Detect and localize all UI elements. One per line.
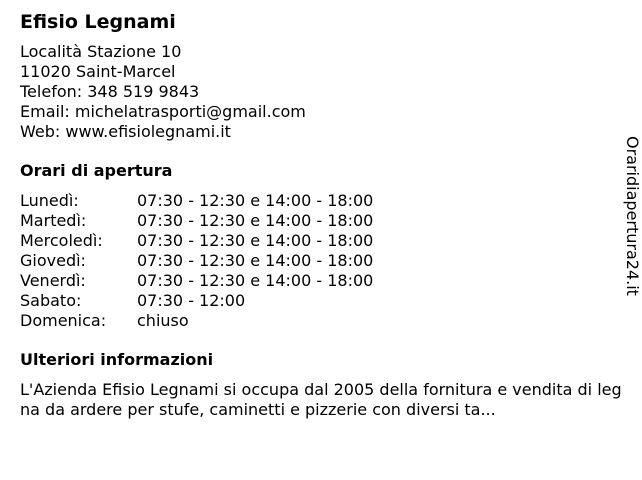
day-label: Venerdì: (20, 271, 86, 290)
day-label: Martedì: (20, 211, 87, 230)
day-label: Sabato: (20, 291, 82, 310)
hours-row-sunday (20, 311, 620, 331)
time-value: 07:30 - 12:30 e 14:00 - 18:00 (137, 211, 374, 230)
time-value: 07:30 - 12:30 e 14:00 - 18:00 (137, 271, 374, 290)
business-description: L'Azienda Efisio Legnami si occupa dal 2005 della fornitura e vendita di legna da ardere per stufe, caminetti e pizzerie con diversi ta... (20, 380, 622, 419)
time-value: 07:30 - 12:00 (137, 291, 246, 310)
website: Web: www.efisiolegnami.it (20, 122, 231, 141)
opening-hours-list (20, 191, 620, 331)
time-value: 07:30 - 12:30 e 14:00 - 18:00 (137, 231, 374, 250)
time-value: 07:30 - 12:30 e 14:00 - 18:00 (137, 251, 374, 270)
hours-row-saturday (20, 291, 620, 311)
business-card (20, 10, 620, 420)
hours-row-wednesday (20, 231, 620, 251)
additional-info-title: Ulteriori informazioni (20, 350, 214, 369)
email-address: Email: michelatrasporti@gmail.com (20, 102, 306, 121)
opening-hours-title: Orari di apertura (20, 161, 173, 180)
address-street: Località Stazione 10 (20, 42, 182, 61)
hours-row-thursday (20, 251, 620, 271)
contact-block (20, 42, 620, 142)
hours-row-tuesday (20, 211, 620, 231)
phone-number: Telefon: 348 519 9843 (20, 82, 200, 101)
hours-row-monday (20, 191, 620, 211)
address-city: 11020 Saint-Marcel (20, 62, 176, 81)
time-value: chiuso (137, 311, 189, 330)
site-watermark: Oraridiapertura24.it (623, 136, 642, 296)
day-label: Mercoledì: (20, 231, 103, 250)
day-label: Domenica: (20, 311, 107, 330)
time-value: 07:30 - 12:30 e 14:00 - 18:00 (137, 191, 374, 210)
business-name: Efisio Legnami (20, 11, 176, 33)
day-label: Giovedì: (20, 251, 86, 270)
hours-row-friday (20, 271, 620, 291)
day-label: Lunedì: (20, 191, 79, 210)
